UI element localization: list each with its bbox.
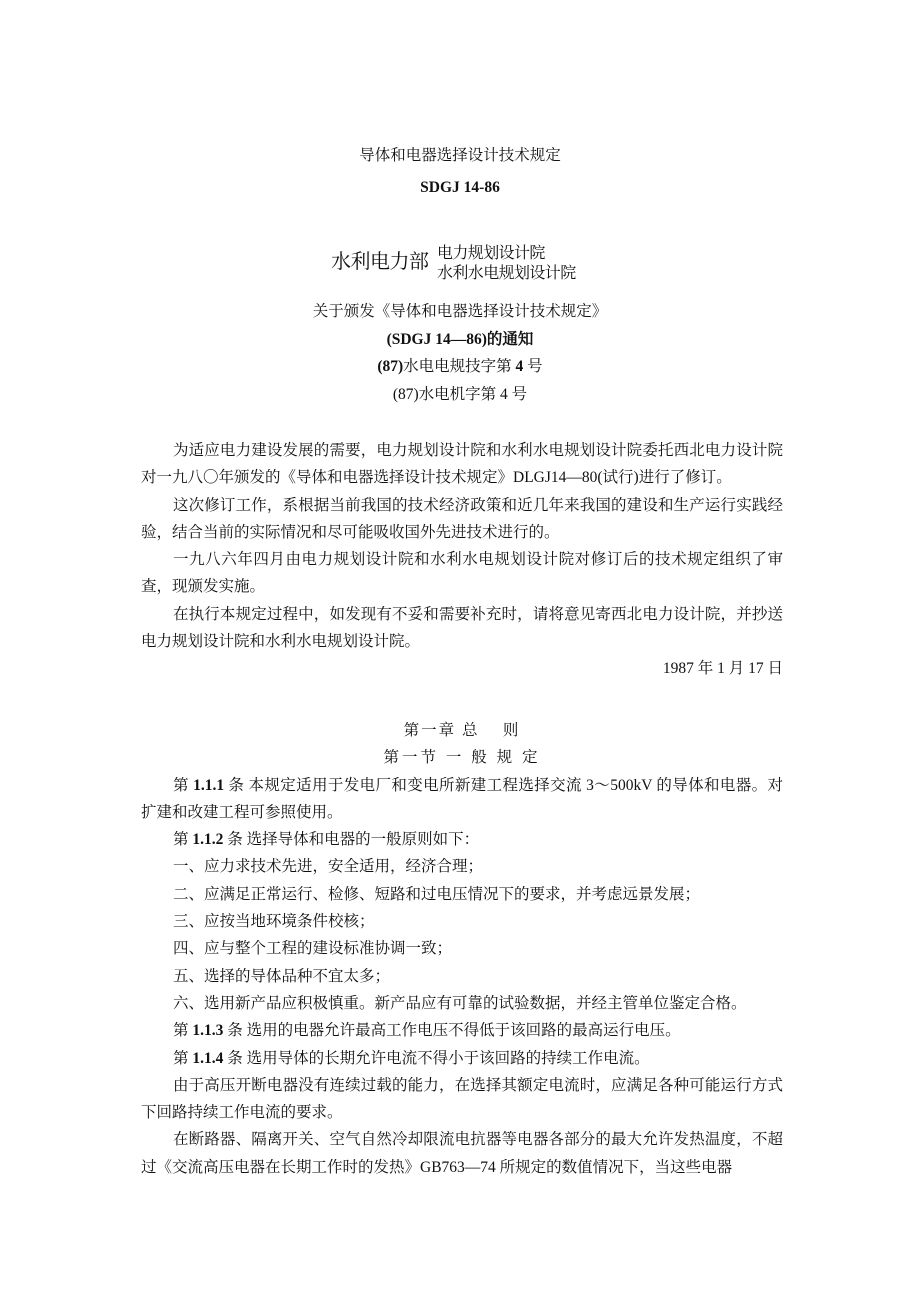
issue-date: 1987 年 1 月 17 日 <box>662 660 783 678</box>
ref1-num: 4 <box>511 358 528 375</box>
article-number: 1.1.2 <box>192 831 224 849</box>
issuer-institute-1: 电力规划设计院 <box>437 243 545 262</box>
notice-title: 关于颁发《导体和电器选择设计技术规定》 <box>312 303 608 320</box>
article-1-1-2 <box>141 826 783 853</box>
article-number: 1.1.1 <box>193 776 225 794</box>
chapter-one <box>141 717 783 1181</box>
article-text: 选用导体的长期允许电流不得小于该回路的持续工作电流。 <box>246 1049 650 1067</box>
body-paragraph: 由于高压开断电器没有连续过载的能力，在选择其额定电流时，应满足各种可能运行方式下回路持续工作电流的要求。 <box>141 1076 783 1122</box>
document-title: 导体和电器选择设计技术规定 <box>359 147 561 164</box>
issuer-institutes <box>437 243 576 283</box>
preamble-paragraph: 为适应电力建设发展的需要，电力规划设计院和水利水电规划设计院委托西北电力设计院对一九八〇年颁发的《导体和电器选择设计技术规定》DLGJ14—80(试行)进行了修订。 <box>141 442 783 487</box>
notice-reference-1 <box>0 357 920 377</box>
preamble-paragraph: 在执行本规定过程中，如发现有不妥和需要补充时，请将意见寄西北电力设计院，并抄送电力规划设计院和水利水电规划设计院。 <box>141 605 783 651</box>
article-prefix: 第 <box>173 776 194 794</box>
article-prefix: 第 <box>173 831 193 849</box>
principle-item: 三、应按当地环境条件校核； <box>173 913 375 931</box>
principle-item: 四、应与整个工程的建设标准协调一致； <box>173 940 453 958</box>
article-1-1-1 <box>141 772 783 827</box>
article-prefix: 第 <box>173 1022 193 1040</box>
section-title: 第一节 一 般 规 定 <box>383 749 541 767</box>
issuer-institute-2: 水利水电规划设计院 <box>437 263 576 282</box>
article-text: 选择导体和电器的一般原则如下： <box>246 831 480 849</box>
body-paragraph: 在断路器、隔离开关、空气自然冷却限流电抗器等电器各部分的最大允许发热温度，不超过《交流高压电器在长期工作时的发热》GB763—74 所规定的数值情况下，当这些电器 <box>141 1131 783 1176</box>
principle-item: 二、应满足正常运行、检修、短路和过电压情况下的要求，并考虑远景发展； <box>173 885 701 903</box>
preamble-paragraph: 这次修订工作，系根据当前我国的技术经济政策和近几年来我国的建设和生产运行实践经验，结合当前的实际情况和尽可能吸收国外先进技术进行的。 <box>141 496 783 541</box>
article-text: 本规定适用于发电厂和变电所新建工程选择交流 3～500kV 的导体和电器。对扩建和改建工程可参照使用。 <box>141 776 783 821</box>
chapter-title: 第一章 总 则 <box>403 722 521 739</box>
issuer-ministry: 水利电力部 <box>331 249 429 273</box>
notice-code: (SDGJ 14—86)的通知 <box>386 331 534 348</box>
article-text: 选用的电器允许最高工作电压不得低于该回路的最高运行电压。 <box>246 1022 681 1040</box>
principle-item: 六、选用新产品应积极慎重。新产品应有可靠的试验数据，并经主管单位鉴定合格。 <box>173 994 747 1012</box>
principle-item: 五、选择的导体品种不宜太多； <box>173 967 391 985</box>
preamble <box>141 437 783 683</box>
principle-item: 一、应力求技术先进，安全适用，经济合理； <box>173 858 484 876</box>
article-1-1-4 <box>141 1045 783 1072</box>
article-number: 1.1.4 <box>192 1049 224 1067</box>
article-suffix: 条 <box>224 776 249 794</box>
ref1-suffix: 号 <box>527 358 543 375</box>
article-1-1-3 <box>141 1017 783 1044</box>
ref1-text: 水电电规技字第 <box>403 358 512 375</box>
article-suffix: 条 <box>223 1022 247 1040</box>
article-number: 1.1.3 <box>192 1022 224 1040</box>
article-suffix: 条 <box>223 831 247 849</box>
document-code: SDGJ 14-86 <box>420 179 500 196</box>
article-suffix: 条 <box>223 1049 247 1067</box>
ref1-prefix: (87) <box>377 358 404 375</box>
preamble-paragraph: 一九八六年四月由电力规划设计院和水利水电规划设计院对修订后的技术规定组织了审查，现颁发实施。 <box>141 551 783 596</box>
notice-reference-2: (87)水电机字第 4 号 <box>392 386 528 403</box>
article-prefix: 第 <box>173 1049 193 1067</box>
